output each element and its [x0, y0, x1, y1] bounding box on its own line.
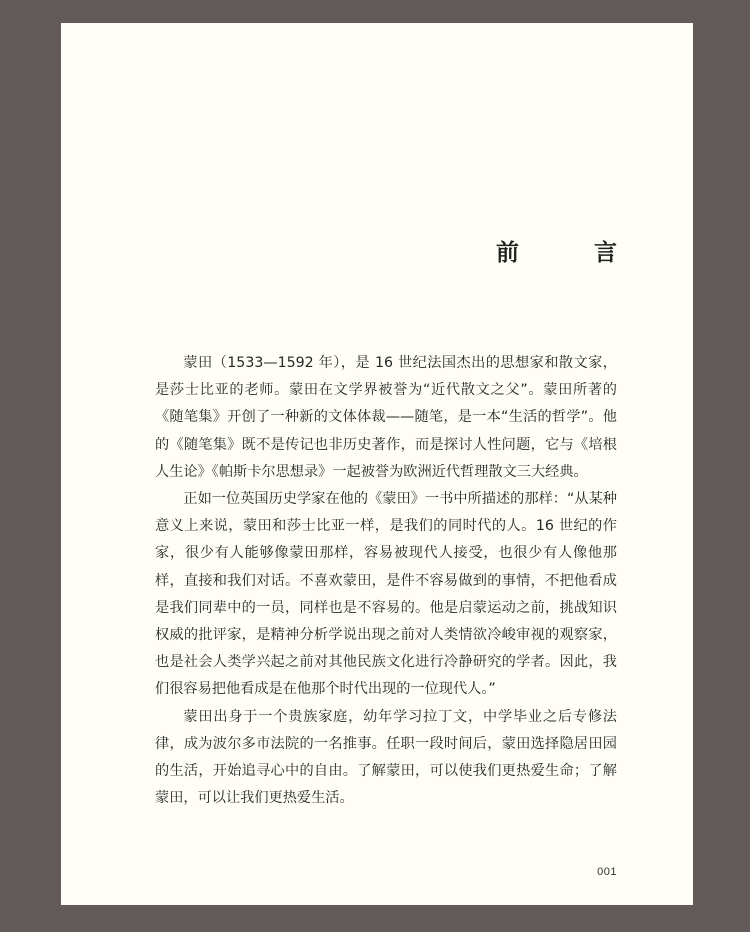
paragraph-2: 正如一位英国历史学家在他的《蒙田》一书中所描述的那样：“从某种意义上来说，蒙田和莎士比亚一样，是我们的同时代的人。16 世纪的作家，很少有人能够像蒙田那样，容易被现代人接受，也很少有人像他那样，直接和我们对话。不喜欢蒙田，是件不容易做到的事情，不把他看成是我们同辈中的一员，同样也是不容易的。他是启蒙运动之前，挑战知识权威的批评家，是精神分析学说出现之前对人类情欲冷峻审视的观察家，也是社会人类学兴起之前对其他民族文化进行冷静研究的学者。因此，我们很容易把他看成是在他那个时代出现的一位现代人。” — [155, 491, 617, 698]
paragraph-3: 蒙田出身于一个贵族家庭，幼年学习拉丁文，中学毕业之后专修法律，成为波尔多市法院的一名推事。任职一段时间后，蒙田选择隐居田园的生活，开始追寻心中的自由。了解蒙田，可以使我们更热爱生命；了解蒙田，可以让我们更热爱生活。 — [155, 708, 617, 807]
paragraph-1: 蒙田（1533—1592 年），是 16 世纪法国杰出的思想家和散文家，是莎士比亚的老师。蒙田在文学界被誉为“近代散文之父”。蒙田所著的《随笔集》开创了一种新的文体体裁——随笔，是一本“生活的哲学”。他的《随笔集》既不是传记也非历史著作，而是探讨人性问题，它与《培根人生论》《帕斯卡尔思想录》一起被誉为欧洲近代哲理散文三大经典。 — [155, 355, 617, 480]
book-page — [61, 23, 693, 905]
page-title: 前 言 — [496, 239, 643, 266]
body-text — [155, 350, 617, 812]
page-number: 001 — [597, 866, 617, 878]
